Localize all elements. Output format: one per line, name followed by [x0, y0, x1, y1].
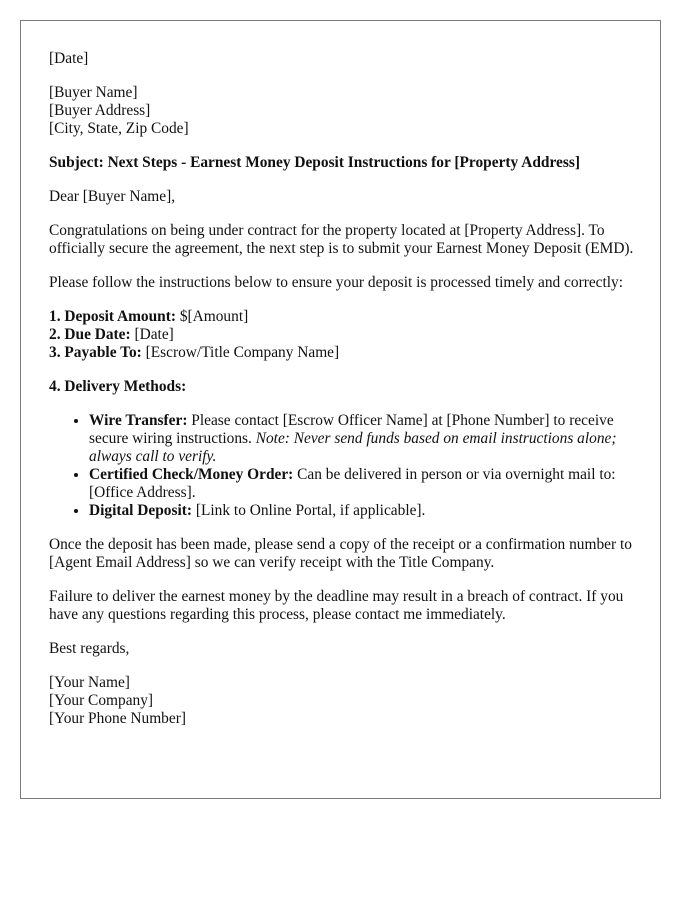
deposit-amount-value: $[Amount] — [175, 308, 249, 325]
letter-page — [20, 20, 661, 799]
list-item-digital-deposit — [89, 502, 639, 520]
certified-check-text: Can be delivered in person or via overnight mail to: [Office Address]. — [89, 466, 616, 501]
wire-transfer-note: Note: Never send funds based on email instructions alone; always call to verify. — [89, 430, 617, 465]
due-date-label: 2. Due Date: — [49, 326, 131, 343]
digital-deposit-label: Digital Deposit: — [89, 502, 193, 519]
intro-paragraph: Congratulations on being under contract for the property located at [Property Address]. To officially secure the agreement, the next step is to submit your Earnest Money Deposit (EMD). — [49, 222, 634, 257]
buyer-name: [Buyer Name] — [49, 84, 138, 101]
delivery-methods-heading: 4. Delivery Methods: — [49, 378, 187, 395]
instructions-intro: Please follow the instructions below to ensure your deposit is processed timely and correctly: — [49, 274, 624, 291]
digital-deposit-text: [Link to Online Portal, if applicable]. — [192, 502, 426, 519]
salutation: Dear [Buyer Name], — [49, 188, 176, 205]
list-item-certified-check — [89, 466, 639, 502]
letter-body — [49, 50, 639, 744]
list-item-wire-transfer — [89, 412, 639, 466]
signature-name: [Your Name] — [49, 674, 130, 691]
certified-check-label: Certified Check/Money Order: — [89, 466, 294, 483]
payable-to-line — [49, 344, 639, 362]
signature-phone: [Your Phone Number] — [49, 710, 186, 727]
due-date-value: [Date] — [130, 326, 174, 343]
deposit-details — [49, 308, 639, 362]
signature-company: [Your Company] — [49, 692, 154, 709]
letter-date: [Date] — [49, 50, 89, 67]
closing: Best regards, — [49, 640, 130, 657]
deposit-amount-label: 1. Deposit Amount: — [49, 308, 176, 325]
payable-to-value: [Escrow/Title Company Name] — [141, 344, 340, 361]
confirmation-paragraph: Once the deposit has been made, please send a copy of the receipt or a confirmation number to [Agent Email Address] so we can verify receipt with the Title Company. — [49, 536, 632, 571]
due-date-line — [49, 326, 639, 344]
buyer-city-state-zip: [City, State, Zip Code] — [49, 120, 189, 137]
wire-transfer-label: Wire Transfer: — [89, 412, 188, 429]
buyer-address: [Buyer Address] — [49, 102, 151, 119]
signature-block — [49, 674, 639, 728]
warning-paragraph: Failure to deliver the earnest money by the deadline may result in a breach of contract. If you have any questions regarding this process, please contact me immediately. — [49, 588, 624, 623]
payable-to-label: 3. Payable To: — [49, 344, 142, 361]
delivery-methods-list — [49, 412, 639, 520]
deposit-amount-line — [49, 308, 639, 326]
subject-line: Subject: Next Steps - Earnest Money Deposit Instructions for [Property Address] — [49, 154, 580, 171]
wire-transfer-text: Please contact [Escrow Officer Name] at [Phone Number] to receive secure wiring instructions. — [89, 412, 614, 447]
recipient-block — [49, 84, 639, 138]
